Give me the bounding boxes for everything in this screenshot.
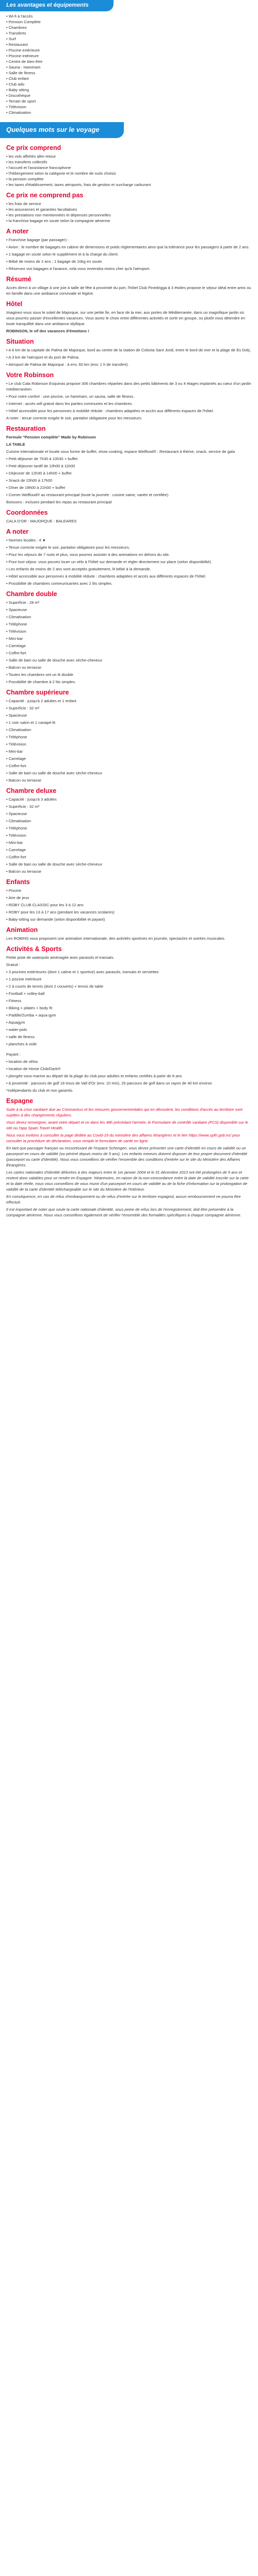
chambre-superieure-title: Chambre supérieure bbox=[6, 688, 69, 696]
list-line: • Avion : le nombre de bagages en cabine de dimensions et poids réglementaires ainsi que la tolérance pour les passagers à partir de 2 ans. bbox=[6, 244, 250, 249]
a-noter-lines bbox=[6, 237, 252, 272]
espagne-text-2: Vous devez renseigner, avant votre départ et ce dans les 48h précédant l'arrivée, le Formulaire de contrôle sanitaire (FCS) disponible sur le site ou l'app Spain Travel Health. bbox=[6, 1120, 248, 1130]
list-line: • Hôtel accessible pour les personnes à mobilité réduite : chambres adaptées et accès aux différents espaces de l'hôtel. bbox=[6, 408, 214, 413]
list-line: • Carrelage bbox=[6, 643, 26, 648]
equipement-item: • Club enfant bbox=[6, 76, 252, 81]
list-line: • Superficie : 28 m² bbox=[6, 600, 40, 605]
list-line: • Téléphone bbox=[6, 734, 27, 739]
a-noter-2-lines bbox=[6, 537, 252, 586]
situation-title: Situation bbox=[6, 337, 34, 345]
section-header-equipements: Les avantages et équipements bbox=[0, 0, 114, 11]
list-line: • Aéroport de Palma de Majorque : à env. 60 km (env. 1 h de transfert). bbox=[6, 362, 129, 367]
list-item: • les prestations non mentionnées et dépenses personnelles bbox=[6, 212, 252, 218]
list-line: • Superficie : 32 m² bbox=[6, 705, 40, 710]
equipement-item: • Chambres bbox=[6, 25, 252, 30]
list-line: • Football + volley-ball bbox=[6, 991, 45, 996]
list-line: • Petit déjeuner tardif de 10h00 à 11h00 bbox=[6, 463, 75, 468]
list-line: • Déjeuner de 12h30 à 14h00 + buffet bbox=[6, 470, 72, 476]
la-table-label: LA TABLE bbox=[6, 442, 25, 447]
list-line: • Carrelage bbox=[6, 847, 26, 852]
list-line: • Mini-bar bbox=[6, 749, 23, 754]
list-line: • Capacité : jusqu'à 3 adultes bbox=[6, 796, 57, 802]
page bbox=[0, 0, 258, 1221]
list-line: • Aquagym bbox=[6, 1020, 25, 1025]
ce-prix-ne-comprend-pas-list bbox=[6, 201, 252, 224]
equipement-item: • Salle de fitness bbox=[6, 70, 252, 76]
coordonnees-text: CALA D'OR - MAJORQUE - BALEARES bbox=[6, 518, 77, 523]
equipement-item: • Transferts bbox=[6, 30, 252, 36]
list-line: • Coffre-fort bbox=[6, 650, 26, 655]
section-header-quelques-mots: Quelques mots sur le voyage bbox=[0, 122, 124, 138]
list-line: • Balcon ou terrasse bbox=[6, 777, 42, 783]
equipement-item: • Discothèque bbox=[6, 93, 252, 98]
espagne-text-7: Il est important de noter que seule la carte nationale d'identité, sous peine de refus lors de l'enregistrement, doit être présentée à la compagnie aérienne. Nous vous conseillons également de vérifier l'ensemble des formalités spécifiques à chaque compagnie aérienne. bbox=[6, 1207, 241, 1217]
list-item: • les assurances et garanties facultatives bbox=[6, 207, 252, 212]
list-line: • Téléphone bbox=[6, 621, 27, 626]
list-line: • location de vélos bbox=[6, 1059, 38, 1064]
list-line: • Pour les séjours de 7 nuits et plus, vous pourrez assister à des animations en dehors du site. bbox=[6, 552, 170, 557]
list-line: • Fitness bbox=[6, 998, 22, 1003]
chambre-deluxe-lines bbox=[6, 796, 252, 874]
list-line: • Carrelage bbox=[6, 756, 26, 761]
list-line: • Salle de bain ou salle de douche avec sèche-cheveux bbox=[6, 770, 102, 775]
list-line: • Climatisation bbox=[6, 614, 31, 619]
la-table-text: Cuisine internationale et locale sous forme de buffet, show cooking, espace Wellfood® : Restaurant à thème, snack, service de gala bbox=[6, 449, 235, 454]
list-line: • Toutes les chambres ont un lit double bbox=[6, 672, 74, 677]
list-line: • Pour votre confort : une piscine, un hammam, un sauna, salle de fitness. bbox=[6, 394, 135, 399]
list-item: • l'accueil et l'assistance francophone bbox=[6, 165, 252, 171]
list-line: • Franchise bagage (par passager) : bbox=[6, 237, 69, 242]
chambre-double-lines bbox=[6, 600, 252, 685]
list-line: • Snack de 15h00 à 17h00 bbox=[6, 478, 53, 483]
list-line: • Climatisation bbox=[6, 727, 31, 732]
chambre-deluxe-title: Chambre deluxe bbox=[6, 787, 57, 794]
equipement-item: • Baby sitting bbox=[6, 87, 252, 93]
list-line: • Bébé de moins de 2 ans : 1 bagage de 10kg en soute. bbox=[6, 259, 103, 264]
restauration-title: Restauration bbox=[6, 425, 46, 432]
list-line: • Salle de bain ou salle de douche avec sèche-cheveux bbox=[6, 861, 102, 867]
list-item: • les transferts collectifs bbox=[6, 159, 252, 165]
list-item: • la franchise bagage en soute selon la compagnie aérienne bbox=[6, 218, 252, 224]
equipement-item: • Sauna - Hammam bbox=[6, 64, 252, 70]
espagne-text-1: Suite à la crise sanitaire due au Coronavirus et les mesures gouvernementales qui en découlent, les conditions d'accès au territoire sont sujettes à des changements réguliers. bbox=[6, 1107, 243, 1117]
a-noter-title: A noter bbox=[6, 227, 29, 235]
list-line: • Mini-bar bbox=[6, 840, 23, 845]
list-line: • Le club Cala Robinson Esquinas propose 306 chambres réparties dans des petits bâtiments de 3 ou 4 étages implantés au cœur d'un jardin méditerranéen. bbox=[6, 381, 251, 392]
equipement-item: • Piscine extérieure bbox=[6, 47, 252, 53]
list-line: • Spacieuse bbox=[6, 607, 27, 612]
espagne-text-3: Nous vous invitons à consulter la page dédiée au Covid-19 du ministère des affaires étrangères et le lien https://www.spth.gob.es/ pour consulter la procédure de déclaration, vous remplir le formulaire de santé en ligne. bbox=[6, 1132, 240, 1143]
payant-lines bbox=[6, 1059, 252, 1086]
list-line: • Coffre-fort bbox=[6, 854, 26, 859]
equipement-item: • Terrain de sport bbox=[6, 98, 252, 104]
activites-title: Activités & Sports bbox=[6, 945, 62, 953]
list-item: • les vols affrétés aller-retour bbox=[6, 154, 252, 159]
list-line: • Corner Wellfood® au restaurant principal (toute la journée : cuisine saine, variée et certifiée) bbox=[6, 492, 169, 497]
list-line: • ROBY pour les 13 à 17 ans (pendant les vacances scolaires) bbox=[6, 909, 115, 914]
list-item: • l'hébergement selon la catégorie et le nombre de nuits choisis bbox=[6, 171, 252, 176]
equipement-item: • Piscine intérieure bbox=[6, 53, 252, 59]
payant-note: *Indépendants du club et non garantis. bbox=[6, 1088, 74, 1093]
list-line: • Internet : accès wifi gratuit dans les parties communes et les chambres. bbox=[6, 401, 133, 406]
situation-lines bbox=[6, 347, 252, 367]
list-line: • Capacité : jusqu'à 2 adultes et 1 enfant bbox=[6, 698, 76, 703]
list-line: • Spacieuse bbox=[6, 811, 27, 816]
restauration-subtitle: Formule "Pension complète" Made by Robinson bbox=[6, 434, 96, 439]
list-line: • 1 piscine intérieure bbox=[6, 976, 42, 981]
hotel-title: Hôtel bbox=[6, 300, 23, 308]
robinson-note: A noter : tenue correcte exigée le soir, pantalon obligatoire pour les messieurs. bbox=[6, 415, 142, 420]
list-line: • Coffre-fort bbox=[6, 763, 26, 768]
espagne-text-6: En conséquence, en cas de refus d'embarquement ou de refus d'entrée sur le territoire espagnol, aucun remboursement ne pourra être effectué. bbox=[6, 1194, 241, 1205]
list-line: • A 3 km de l'aéroport et du port de Palma. bbox=[6, 354, 80, 360]
list-line: • Spacieuse bbox=[6, 713, 27, 718]
equipement-item: • Télévision bbox=[6, 104, 252, 110]
ce-prix-comprend-title: Ce prix comprend bbox=[6, 144, 61, 151]
list-line: • Aire de jeux bbox=[6, 895, 29, 900]
list-line: • Télévision bbox=[6, 833, 26, 838]
a-noter-2-title: A noter bbox=[6, 528, 29, 535]
list-line: • ROBY CLUB CLASSIC pour les 3 à 12 ans bbox=[6, 902, 84, 907]
meals-lines bbox=[6, 456, 252, 498]
list-line: • Balcon ou terrasse bbox=[6, 665, 42, 670]
activites-intro: Petite piste de waterpolo aménagée avec parasols et transats. bbox=[6, 955, 115, 960]
list-line: • plongée sous-marine au départ de la plage du club pour adultes et enfants certifiés à partir de 8 ans bbox=[6, 1073, 182, 1078]
equipement-item: • Club ado bbox=[6, 81, 252, 87]
ce-prix-ne-comprend-pas-title: Ce prix ne comprend pas bbox=[6, 191, 84, 199]
list-line: • Superficie : 32 m² bbox=[6, 804, 40, 809]
list-line: • Possibilité de chambre à 2 lits simples. bbox=[6, 679, 76, 684]
espagne-text-5: Les cartes nationales d'identité délivrées à des majeurs entre le 1er janvier 2004 et le 31 décembre 2013 ont été prolongées de 5 ans et restent donc valables pour se rendre en Espagne. Néanmoins, en raison de la non-concordance entre la date de validité inscrite sur la carte et la date réelle, nous vous conseillons de vous munir d'un passeport en cours de validité ou de la fiche d'information sur la prolongation de validité de la carte d'identité téléchargeable sur le site du Ministère de l'Intérieur. bbox=[6, 1170, 249, 1192]
hotel-tagline: ROBINSON, le vif des vacances d'émotions ! bbox=[6, 328, 89, 333]
list-line: • Tenue correcte exigée le soir, pantalon obligatoire pour les messieurs. bbox=[6, 545, 130, 550]
animation-text: Les ROBINS vous proposent une animation internationale, des activités sportives en journée, spectacles et soirées musicales. bbox=[6, 936, 225, 941]
list-line: • à proximité : parcours de golf 18 trous de Vall d'Or (env. 10 min), 25 parcours de golf dans un rayon de 40 km environ bbox=[6, 1080, 212, 1086]
payant-label: Payant : bbox=[6, 1052, 21, 1057]
list-line: • 1 bagage en soute selon le supplément et à la charge du client. bbox=[6, 251, 119, 257]
list-line: • Réservez vos bagages à l'avance, cela vous reviendra moins cher qu'à l'aéroport. bbox=[6, 266, 151, 271]
list-line: • Biking + pilates + body fit bbox=[6, 1005, 53, 1010]
list-line: • Mini-bar bbox=[6, 636, 23, 641]
list-line: • Petit déjeuner de 7h30 à 10h30 + buffet bbox=[6, 456, 78, 461]
list-line: • Salle de bain ou salle de douche avec sèche-cheveux bbox=[6, 657, 102, 663]
equipement-item: • Centre de bien-être bbox=[6, 59, 252, 64]
equipements-list bbox=[6, 13, 252, 115]
list-line: • 3 piscines extérieures (dont 1 calme et 1 sportive) avec parasols, transats et serviettes bbox=[6, 969, 159, 974]
list-line: • Paddle/Zumba + aqua-gym bbox=[6, 1012, 56, 1018]
enfants-title: Enfants bbox=[6, 878, 30, 886]
list-line: • Baby-sitting sur demande (selon disponibilité et payant) bbox=[6, 917, 105, 922]
list-line: • Téléphone bbox=[6, 825, 27, 831]
list-line: • Piscine bbox=[6, 888, 22, 893]
equipement-item: • Surf bbox=[6, 36, 252, 42]
list-line: • Pour tout séjour, vous pouvez louer un vélo à l'hôtel sur demande et régler directement sur place (selon disponibilité). bbox=[6, 559, 212, 564]
list-line: • Télévision bbox=[6, 741, 26, 747]
list-line: • Balcon ou terrasse bbox=[6, 869, 42, 874]
equipement-item: • Wi-fi à l'accès bbox=[6, 13, 252, 19]
list-line: • Dîner de 19h00 à 21h00 + buffet bbox=[6, 485, 66, 490]
list-item: • les frais de service bbox=[6, 201, 252, 207]
gratuit-lines bbox=[6, 969, 252, 1047]
list-line: • Possibilité de chambres communicantes avec 2 lits simples. bbox=[6, 581, 113, 586]
ce-prix-comprend-section bbox=[0, 138, 258, 1221]
list-line: • Les enfants de moins de 2 ans sont acceptés gratuitement, lit bébé à la demande. bbox=[6, 566, 151, 571]
equipement-item: • Restaurant bbox=[6, 42, 252, 47]
list-item: • les taxes d'établissement, taxes aéroports, frais de gestion et surcharge carburant bbox=[6, 182, 252, 188]
equipement-item: • Climatisation bbox=[6, 110, 252, 115]
coordonnees-title: Coordonnées bbox=[6, 509, 48, 516]
animation-title: Animation bbox=[6, 926, 38, 934]
votre-robinson-title: Votre Robinson bbox=[6, 371, 54, 379]
resume-text: Accès direct à un village à une joie à taille de fête à proximité du port, l'hôtel Club Pinedrigga à 3 étoiles propose le séjour idéal entre amis ou en famille dans une ambiance conviviale et légère. bbox=[6, 285, 251, 296]
list-line: • 2 à courts de tennis (dont 2 couverts) + tennis de table bbox=[6, 984, 104, 989]
list-line: • Hôtel accessible aux personnes à mobilité réduite : chambres adaptées et accès aux différents espaces de l'hôtel. bbox=[6, 573, 206, 579]
boissons-line: Boissons : incluses pendant les repas au restaurant principal bbox=[6, 499, 112, 504]
list-line: • planches à voile bbox=[6, 1041, 37, 1046]
list-line: • A 6 km de la capitale de Palma de Majorque, bord au centre de la station de Colonia Sant Jordi, entre le bord de mer et la plage de Es Dolç. bbox=[6, 347, 251, 352]
list-line: • 1 coin salon et 1 canapé-lit bbox=[6, 720, 56, 725]
list-line: • Télévision bbox=[6, 629, 26, 634]
list-line: • Normes locales : 4 ★ bbox=[6, 537, 46, 543]
resume-title: Résumé bbox=[6, 275, 31, 283]
list-line: • Climatisation bbox=[6, 818, 31, 823]
ce-prix-comprend-list bbox=[6, 154, 252, 188]
espagne-title: Espagne bbox=[6, 1097, 34, 1105]
list-line: • salle de fitness bbox=[6, 1034, 35, 1039]
espagne-text-4: En tant que passager français ou ressortissant de l'espace Schengen, vous devez présenter une carte d'identité en cours de validité ou un passeport en cours de validité (ou périmé depuis moins de 5 ans). Les enfants mineurs doivent disposer de leur propre document d'identité (passeport ou carte d'identité). Nous vous conseillons de vérifier l'ensemble des conditions d'entrée sur le site du Ministère des Affaires Étrangères. bbox=[6, 1145, 248, 1167]
hotel-text: Imaginez-vous sous le soleil de Majorque, sur une petite île, en face de la mer, aux portes de Méditerranée, dans un magnifique jardin où vous pourrez passer d'excellentes vacances. Vous aurez le choix entre différentes activités et sortir en groupe, ou plutôt vous détendre en toute tranquillité dans une ambiance idyllique. bbox=[6, 310, 246, 326]
equipements-section bbox=[0, 11, 258, 118]
list-line: • water-polo bbox=[6, 1027, 27, 1032]
gratuit-label: Gratuit : bbox=[6, 962, 21, 967]
list-line: • location de Horse Club/Dark® bbox=[6, 1066, 61, 1071]
chambre-double-title: Chambre double bbox=[6, 590, 57, 598]
equipement-item: • Pension Complète bbox=[6, 19, 252, 25]
chambre-superieure-lines bbox=[6, 698, 252, 783]
enfants-lines bbox=[6, 888, 252, 922]
list-item: • la pension complète bbox=[6, 176, 252, 182]
robinson-lines bbox=[6, 381, 252, 414]
